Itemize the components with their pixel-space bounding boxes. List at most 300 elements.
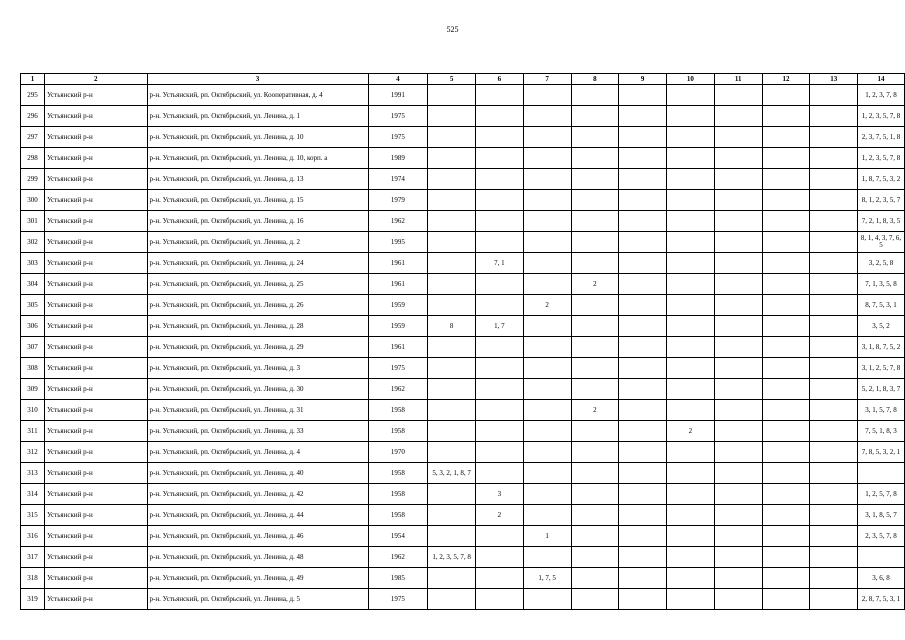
table-cell-col-5 <box>428 568 476 589</box>
table-cell-col-6 <box>476 568 524 589</box>
table-cell-col-7 <box>523 421 571 442</box>
table-cell-col-9 <box>619 211 667 232</box>
column-header-13: 13 <box>810 74 858 85</box>
table-cell-col-13 <box>810 148 858 169</box>
table-cell-col-1: 303 <box>21 253 45 274</box>
table-cell-col-2: Устьянский р-н <box>44 589 147 610</box>
table-cell-col-8 <box>571 127 619 148</box>
table-cell-col-13 <box>810 190 858 211</box>
table-cell-col-9 <box>619 169 667 190</box>
table-cell-col-5 <box>428 358 476 379</box>
table-cell-col-6: 1, 7 <box>476 316 524 337</box>
table-cell-col-4: 1958 <box>368 421 428 442</box>
table-cell-col-2: Устьянский р-н <box>44 295 147 316</box>
table-cell-col-5 <box>428 589 476 610</box>
table-cell-col-1: 313 <box>21 463 45 484</box>
table-cell-col-7 <box>523 190 571 211</box>
table-cell-col-12 <box>762 484 810 505</box>
table-row <box>21 379 905 400</box>
table-cell-col-10 <box>667 106 715 127</box>
table-cell-col-14: 3, 1, 5, 7, 8 <box>858 400 905 421</box>
table-cell-col-14: 2, 3, 5, 7, 8 <box>858 526 905 547</box>
table-cell-col-14: 1, 2, 5, 7, 8 <box>858 484 905 505</box>
table-cell-col-11 <box>714 232 762 253</box>
table-cell-col-1: 307 <box>21 337 45 358</box>
table-cell-col-11 <box>714 85 762 106</box>
table-row <box>21 211 905 232</box>
table-row <box>21 85 905 106</box>
table-cell-col-6 <box>476 169 524 190</box>
table-cell-col-7 <box>523 589 571 610</box>
table-cell-col-11 <box>714 358 762 379</box>
table-row <box>21 127 905 148</box>
table-cell-col-13 <box>810 316 858 337</box>
table-cell-col-14: 1, 2, 3, 7, 8 <box>858 85 905 106</box>
column-header-7: 7 <box>523 74 571 85</box>
table-cell-col-10 <box>667 274 715 295</box>
table-cell-col-9 <box>619 127 667 148</box>
table-cell-col-12 <box>762 589 810 610</box>
table-cell-col-13 <box>810 169 858 190</box>
table-cell-col-13 <box>810 526 858 547</box>
table-cell-col-4: 1975 <box>368 358 428 379</box>
table-cell-col-1: 311 <box>21 421 45 442</box>
table-cell-col-6 <box>476 526 524 547</box>
table-cell-col-13 <box>810 232 858 253</box>
table-cell-col-9 <box>619 547 667 568</box>
table-cell-col-3: р-н. Устьянский, рп. Октябрьский, ул. Ленина, д. 2 <box>147 232 368 253</box>
table-cell-col-10 <box>667 547 715 568</box>
table-cell-col-4: 1962 <box>368 379 428 400</box>
table-cell-col-1: 305 <box>21 295 45 316</box>
table-cell-col-7: 1, 7, 5 <box>523 568 571 589</box>
table-cell-col-12 <box>762 547 810 568</box>
table-cell-col-10 <box>667 127 715 148</box>
table-row <box>21 316 905 337</box>
table-cell-col-13 <box>810 253 858 274</box>
table-cell-col-3: р-н. Устьянский, рп. Октябрьский, ул. Ленина, д. 33 <box>147 421 368 442</box>
table-cell-col-2: Устьянский р-н <box>44 505 147 526</box>
table-cell-col-3: р-н. Устьянский, рп. Октябрьский, ул. Ленина, д. 4 <box>147 442 368 463</box>
table-cell-col-12 <box>762 127 810 148</box>
table-cell-col-11 <box>714 295 762 316</box>
table-cell-col-8 <box>571 148 619 169</box>
table-cell-col-12 <box>762 106 810 127</box>
table-cell-col-4: 1959 <box>368 316 428 337</box>
table-cell-col-11 <box>714 211 762 232</box>
table-cell-col-7 <box>523 484 571 505</box>
table-cell-col-12 <box>762 190 810 211</box>
table-cell-col-4: 1989 <box>368 148 428 169</box>
table-body <box>21 85 905 610</box>
table-cell-col-7: 1 <box>523 526 571 547</box>
table-cell-col-8 <box>571 379 619 400</box>
table-cell-col-9 <box>619 337 667 358</box>
table-cell-col-11 <box>714 274 762 295</box>
table-cell-col-9 <box>619 379 667 400</box>
table-cell-col-14: 7, 1, 3, 5, 8 <box>858 274 905 295</box>
table-cell-col-1: 316 <box>21 526 45 547</box>
table-cell-col-2: Устьянский р-н <box>44 337 147 358</box>
table-cell-col-9 <box>619 274 667 295</box>
table-cell-col-9 <box>619 400 667 421</box>
data-table <box>20 73 905 610</box>
table-cell-col-14: 1, 2, 3, 5, 7, 8 <box>858 148 905 169</box>
table-cell-col-11 <box>714 148 762 169</box>
table-cell-col-1: 298 <box>21 148 45 169</box>
table-cell-col-13 <box>810 505 858 526</box>
table-cell-col-6 <box>476 148 524 169</box>
table-cell-col-7 <box>523 379 571 400</box>
table-cell-col-14: 1, 8, 7, 5, 3, 2 <box>858 169 905 190</box>
table-cell-col-1: 317 <box>21 547 45 568</box>
table-cell-col-11 <box>714 169 762 190</box>
table-cell-col-10 <box>667 505 715 526</box>
table-cell-col-9 <box>619 568 667 589</box>
table-cell-col-2: Устьянский р-н <box>44 379 147 400</box>
table-cell-col-8 <box>571 442 619 463</box>
table-cell-col-3: р-н. Устьянский, рп. Октябрьский, ул. Ленина, д. 10 <box>147 127 368 148</box>
table-cell-col-8 <box>571 211 619 232</box>
table-cell-col-8 <box>571 484 619 505</box>
table-cell-col-6 <box>476 190 524 211</box>
table-cell-col-8 <box>571 568 619 589</box>
table-cell-col-9 <box>619 526 667 547</box>
table-cell-col-14: 3, 5, 2 <box>858 316 905 337</box>
table-cell-col-9 <box>619 85 667 106</box>
table-cell-col-13 <box>810 85 858 106</box>
table-cell-col-4: 1958 <box>368 484 428 505</box>
table-cell-col-1: 308 <box>21 358 45 379</box>
table-cell-col-3: р-н. Устьянский, рп. Октябрьский, ул. Ленина, д. 29 <box>147 337 368 358</box>
table-cell-col-9 <box>619 421 667 442</box>
table-row <box>21 232 905 253</box>
table-cell-col-4: 1961 <box>368 253 428 274</box>
table-cell-col-11 <box>714 547 762 568</box>
table-cell-col-11 <box>714 337 762 358</box>
table-cell-col-4: 1974 <box>368 169 428 190</box>
table-cell-col-9 <box>619 190 667 211</box>
table-cell-col-13 <box>810 442 858 463</box>
table-cell-col-3: р-н. Устьянский, рп. Октябрьский, ул. Ленина, д. 3 <box>147 358 368 379</box>
table-cell-col-10 <box>667 463 715 484</box>
table-cell-col-6 <box>476 337 524 358</box>
table-cell-col-7 <box>523 148 571 169</box>
table-cell-col-9 <box>619 316 667 337</box>
table-cell-col-8 <box>571 421 619 442</box>
table-cell-col-6 <box>476 85 524 106</box>
table-cell-col-12 <box>762 316 810 337</box>
table-cell-col-14 <box>858 547 905 568</box>
table-cell-col-11 <box>714 463 762 484</box>
table-cell-col-7 <box>523 211 571 232</box>
table-cell-col-2: Устьянский р-н <box>44 400 147 421</box>
table-cell-col-3: р-н. Устьянский, рп. Октябрьский, ул. Ленина, д. 24 <box>147 253 368 274</box>
table-cell-col-6 <box>476 400 524 421</box>
table-cell-col-5 <box>428 442 476 463</box>
table-cell-col-3: р-н. Устьянский, рп. Октябрьский, ул. Ленина, д. 44 <box>147 505 368 526</box>
table-cell-col-4: 1958 <box>368 400 428 421</box>
table-cell-col-5 <box>428 148 476 169</box>
table-cell-col-2: Устьянский р-н <box>44 568 147 589</box>
table-cell-col-14: 8, 1, 4, 3, 7, 6, 5 <box>858 232 905 253</box>
column-header-11: 11 <box>714 74 762 85</box>
table-cell-col-9 <box>619 148 667 169</box>
table-row <box>21 568 905 589</box>
table-cell-col-13 <box>810 127 858 148</box>
table-cell-col-10 <box>667 169 715 190</box>
table-cell-col-6 <box>476 211 524 232</box>
column-header-2: 2 <box>44 74 147 85</box>
table-cell-col-11 <box>714 400 762 421</box>
table-cell-col-10 <box>667 400 715 421</box>
table-cell-col-5 <box>428 400 476 421</box>
table-row <box>21 190 905 211</box>
table-cell-col-6 <box>476 358 524 379</box>
table-header-row <box>21 74 905 85</box>
table-cell-col-14: 1, 2, 3, 5, 7, 8 <box>858 106 905 127</box>
table-cell-col-2: Устьянский р-н <box>44 274 147 295</box>
table-cell-col-2: Устьянский р-н <box>44 211 147 232</box>
table-cell-col-14: 8, 1, 2, 3, 5, 7 <box>858 190 905 211</box>
table-cell-col-13 <box>810 379 858 400</box>
table-cell-col-3: р-н. Устьянский, рп. Октябрьский, ул. Ленина, д. 28 <box>147 316 368 337</box>
table-cell-col-2: Устьянский р-н <box>44 421 147 442</box>
table-cell-col-12 <box>762 295 810 316</box>
table-cell-col-2: Устьянский р-н <box>44 484 147 505</box>
table-cell-col-7 <box>523 400 571 421</box>
table-cell-col-12 <box>762 211 810 232</box>
table-cell-col-3: р-н. Устьянский, рп. Октябрьский, ул. Ленина, д. 15 <box>147 190 368 211</box>
table-cell-col-6 <box>476 274 524 295</box>
table-cell-col-1: 300 <box>21 190 45 211</box>
table-cell-col-4: 1991 <box>368 85 428 106</box>
table-cell-col-4: 1961 <box>368 274 428 295</box>
table-cell-col-9 <box>619 253 667 274</box>
table-cell-col-4: 1962 <box>368 211 428 232</box>
table-cell-col-1: 315 <box>21 505 45 526</box>
table-cell-col-6 <box>476 589 524 610</box>
table-cell-col-9 <box>619 463 667 484</box>
table-cell-col-8 <box>571 337 619 358</box>
table-cell-col-3: р-н. Устьянский, рп. Октябрьский, ул. Ленина, д. 13 <box>147 169 368 190</box>
table-cell-col-12 <box>762 442 810 463</box>
table-cell-col-1: 301 <box>21 211 45 232</box>
table-cell-col-8 <box>571 232 619 253</box>
table-cell-col-13 <box>810 568 858 589</box>
table-cell-col-2: Устьянский р-н <box>44 253 147 274</box>
table-cell-col-14: 3, 6, 8 <box>858 568 905 589</box>
table-cell-col-6 <box>476 106 524 127</box>
table-cell-col-3: р-н. Устьянский, рп. Октябрьский, ул. Кооперативная, д. 4 <box>147 85 368 106</box>
table-cell-col-14: 7, 8, 5, 3, 2, 1 <box>858 442 905 463</box>
table-cell-col-1: 306 <box>21 316 45 337</box>
table-cell-col-11 <box>714 568 762 589</box>
table-cell-col-3: р-н. Устьянский, рп. Октябрьский, ул. Ленина, д. 30 <box>147 379 368 400</box>
table-cell-col-5 <box>428 85 476 106</box>
table-cell-col-14: 2, 8, 7, 5, 3, 1 <box>858 589 905 610</box>
column-header-10: 10 <box>667 74 715 85</box>
table-cell-col-1: 319 <box>21 589 45 610</box>
table-cell-col-11 <box>714 253 762 274</box>
table-cell-col-5 <box>428 484 476 505</box>
table-cell-col-8 <box>571 526 619 547</box>
table-cell-col-4: 1959 <box>368 295 428 316</box>
table-cell-col-8 <box>571 85 619 106</box>
table-cell-col-12 <box>762 169 810 190</box>
table-cell-col-5 <box>428 232 476 253</box>
table-cell-col-1: 295 <box>21 85 45 106</box>
table-cell-col-9 <box>619 442 667 463</box>
table-cell-col-5 <box>428 505 476 526</box>
table-cell-col-12 <box>762 400 810 421</box>
table-cell-col-10 <box>667 295 715 316</box>
table-row <box>21 169 905 190</box>
table-cell-col-7 <box>523 463 571 484</box>
table-cell-col-13 <box>810 295 858 316</box>
table-cell-col-10 <box>667 337 715 358</box>
table-cell-col-1: 297 <box>21 127 45 148</box>
table-cell-col-13 <box>810 274 858 295</box>
table-cell-col-3: р-н. Устьянский, рп. Октябрьский, ул. Ленина, д. 5 <box>147 589 368 610</box>
table-cell-col-7 <box>523 106 571 127</box>
table-cell-col-10 <box>667 379 715 400</box>
table-cell-col-3: р-н. Устьянский, рп. Октябрьский, ул. Ленина, д. 25 <box>147 274 368 295</box>
table-cell-col-10 <box>667 190 715 211</box>
table-cell-col-10 <box>667 253 715 274</box>
table-cell-col-3: р-н. Устьянский, рп. Октябрьский, ул. Ленина, д. 49 <box>147 568 368 589</box>
table-cell-col-12 <box>762 526 810 547</box>
table-cell-col-2: Устьянский р-н <box>44 127 147 148</box>
table-cell-col-8: 2 <box>571 274 619 295</box>
table-cell-col-11 <box>714 505 762 526</box>
column-header-12: 12 <box>762 74 810 85</box>
table-row <box>21 337 905 358</box>
table-row <box>21 442 905 463</box>
column-header-6: 6 <box>476 74 524 85</box>
table-cell-col-7 <box>523 274 571 295</box>
table-cell-col-4: 1975 <box>368 106 428 127</box>
table-cell-col-13 <box>810 421 858 442</box>
table-row <box>21 505 905 526</box>
table-cell-col-2: Устьянский р-н <box>44 232 147 253</box>
table-cell-col-14 <box>858 463 905 484</box>
table-cell-col-11 <box>714 106 762 127</box>
table-cell-col-14: 3, 1, 8, 7, 5, 2 <box>858 337 905 358</box>
table-cell-col-12 <box>762 148 810 169</box>
table-cell-col-4: 1970 <box>368 442 428 463</box>
table-row <box>21 274 905 295</box>
table-cell-col-8 <box>571 505 619 526</box>
table-cell-col-6 <box>476 379 524 400</box>
table-cell-col-12 <box>762 568 810 589</box>
table-cell-col-3: р-н. Устьянский, рп. Октябрьский, ул. Ленина, д. 1 <box>147 106 368 127</box>
table-cell-col-8 <box>571 106 619 127</box>
table-cell-col-11 <box>714 526 762 547</box>
table-cell-col-11 <box>714 190 762 211</box>
table-cell-col-9 <box>619 295 667 316</box>
table-cell-col-10 <box>667 232 715 253</box>
column-header-5: 5 <box>428 74 476 85</box>
table-cell-col-8 <box>571 358 619 379</box>
table-cell-col-1: 312 <box>21 442 45 463</box>
table-cell-col-5 <box>428 337 476 358</box>
table-cell-col-9 <box>619 505 667 526</box>
table-cell-col-12 <box>762 232 810 253</box>
table-cell-col-11 <box>714 316 762 337</box>
table-cell-col-3: р-н. Устьянский, рп. Октябрьский, ул. Ленина, д. 48 <box>147 547 368 568</box>
table-cell-col-7 <box>523 547 571 568</box>
table-cell-col-8 <box>571 589 619 610</box>
table-cell-col-7 <box>523 316 571 337</box>
table-cell-col-2: Устьянский р-н <box>44 85 147 106</box>
table-cell-col-11 <box>714 379 762 400</box>
table-cell-col-8 <box>571 463 619 484</box>
table-cell-col-13 <box>810 463 858 484</box>
table-cell-col-4: 1985 <box>368 568 428 589</box>
table-cell-col-3: р-н. Устьянский, рп. Октябрьский, ул. Ленина, д. 40 <box>147 463 368 484</box>
table-cell-col-7 <box>523 85 571 106</box>
table-cell-col-14: 3, 2, 5, 8 <box>858 253 905 274</box>
table-cell-col-11 <box>714 421 762 442</box>
table-cell-col-7 <box>523 442 571 463</box>
table-cell-col-10: 2 <box>667 421 715 442</box>
table-cell-col-11 <box>714 127 762 148</box>
table-cell-col-10 <box>667 85 715 106</box>
table-cell-col-4: 1961 <box>368 337 428 358</box>
table-cell-col-6 <box>476 232 524 253</box>
table-cell-col-8 <box>571 316 619 337</box>
table-cell-col-5: 1, 2, 3, 5, 7, 8 <box>428 547 476 568</box>
table-cell-col-5 <box>428 211 476 232</box>
table-cell-col-6 <box>476 295 524 316</box>
table-cell-col-6: 7, 1 <box>476 253 524 274</box>
table-cell-col-2: Устьянский р-н <box>44 316 147 337</box>
table-cell-col-14: 3, 1, 8, 5, 7 <box>858 505 905 526</box>
table-cell-col-10 <box>667 484 715 505</box>
table-cell-col-12 <box>762 337 810 358</box>
table-row <box>21 463 905 484</box>
table-cell-col-7 <box>523 358 571 379</box>
table-cell-col-13 <box>810 211 858 232</box>
table-cell-col-2: Устьянский р-н <box>44 463 147 484</box>
table-row <box>21 589 905 610</box>
table-cell-col-12 <box>762 253 810 274</box>
table-cell-col-3: р-н. Устьянский, рп. Октябрьский, ул. Ленина, д. 10, корп. а <box>147 148 368 169</box>
table-row <box>21 148 905 169</box>
table-cell-col-1: 299 <box>21 169 45 190</box>
table-cell-col-9 <box>619 589 667 610</box>
column-header-9: 9 <box>619 74 667 85</box>
table-cell-col-5: 8 <box>428 316 476 337</box>
table-cell-col-7 <box>523 253 571 274</box>
table-cell-col-12 <box>762 421 810 442</box>
table-cell-col-14: 7, 2, 1, 8, 3, 5 <box>858 211 905 232</box>
table-cell-col-7 <box>523 232 571 253</box>
table-cell-col-11 <box>714 442 762 463</box>
table-cell-col-1: 314 <box>21 484 45 505</box>
table-cell-col-2: Устьянский р-н <box>44 169 147 190</box>
table-cell-col-14: 5, 2, 1, 8, 3, 7 <box>858 379 905 400</box>
table-cell-col-14: 2, 3, 7, 5, 1, 8 <box>858 127 905 148</box>
table-cell-col-3: р-н. Устьянский, рп. Октябрьский, ул. Ленина, д. 31 <box>147 400 368 421</box>
table-cell-col-10 <box>667 316 715 337</box>
table-cell-col-7: 2 <box>523 295 571 316</box>
column-header-14: 14 <box>858 74 905 85</box>
table-cell-col-6: 3 <box>476 484 524 505</box>
table-cell-col-8 <box>571 547 619 568</box>
table-cell-col-7 <box>523 169 571 190</box>
